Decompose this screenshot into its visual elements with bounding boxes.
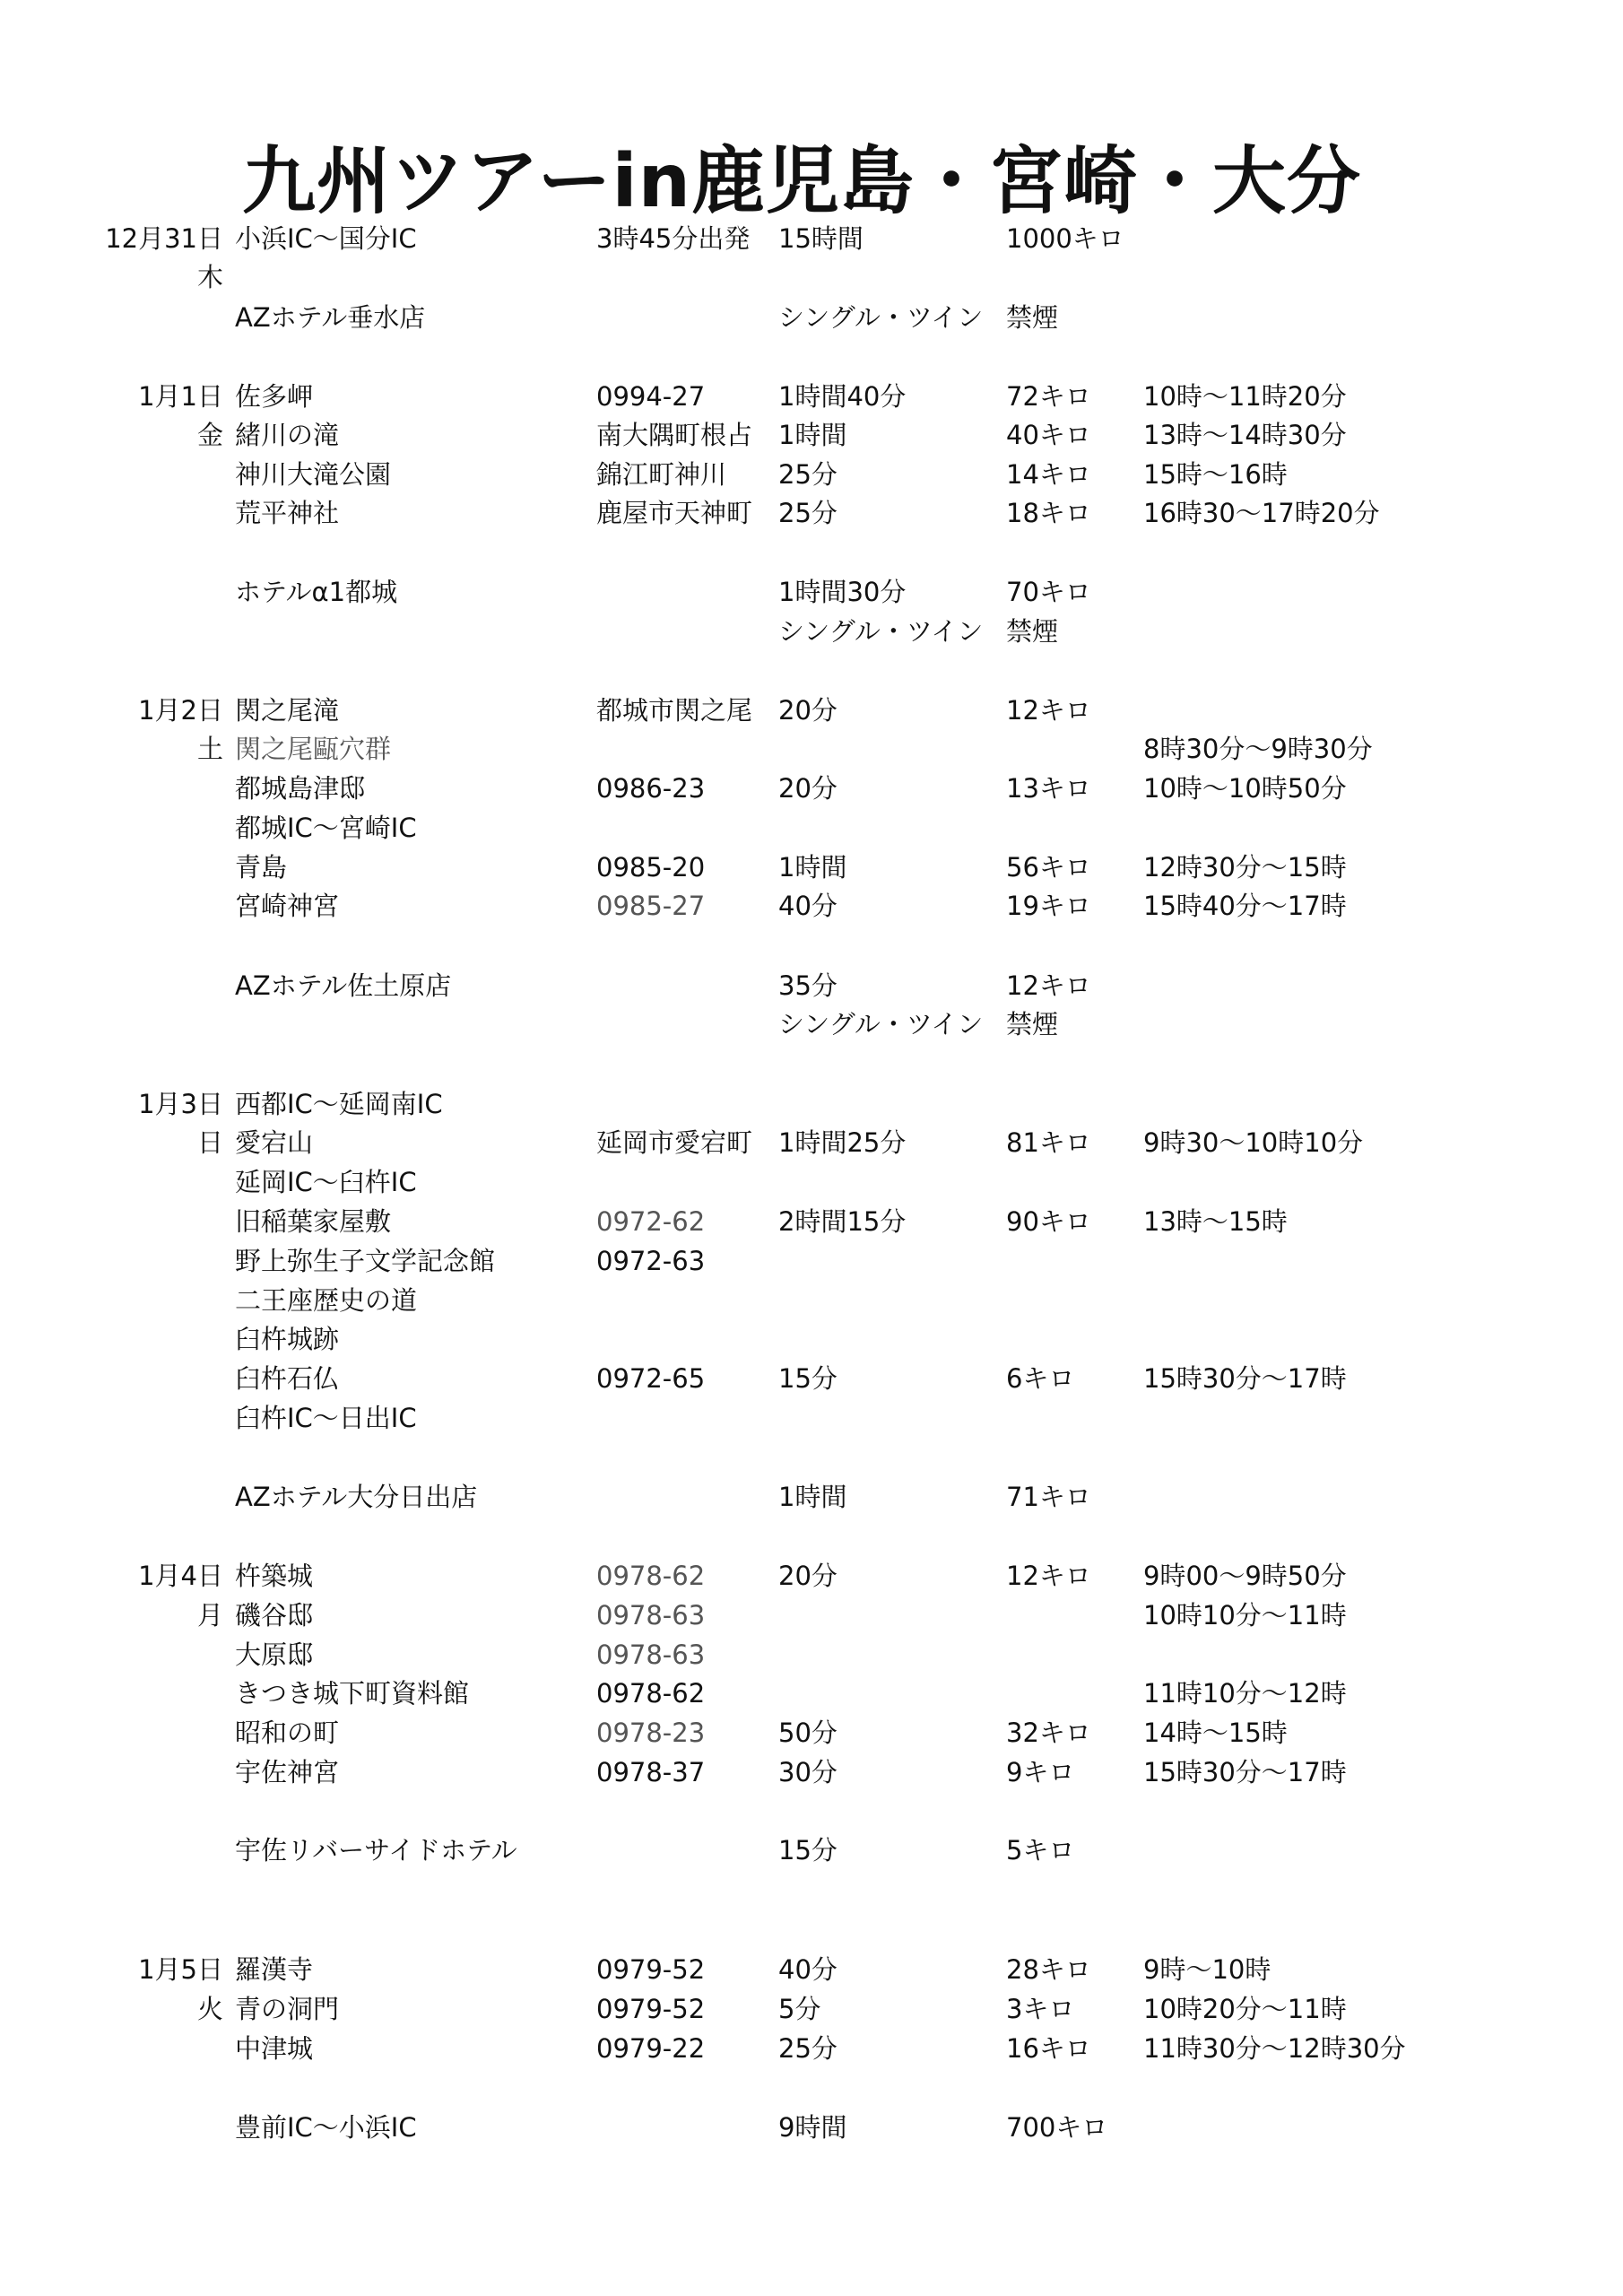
duration-cell: 1時間40分 (778, 381, 907, 412)
hours-cell: 15時30分～17時 (1143, 1757, 1347, 1787)
duration-cell: 9時間 (778, 2112, 847, 2143)
address-cell: 0978-23 (596, 1718, 706, 1748)
weekday-cell: 火 (197, 1994, 224, 2024)
distance-cell: 禁煙 (1006, 616, 1059, 647)
duration-cell: 20分 (778, 1561, 838, 1591)
date-cell: 1月1日 (138, 381, 223, 412)
place-cell: 愛宕山 (235, 1127, 314, 1158)
place-cell: 臼杵城跡 (235, 1324, 340, 1354)
duration-cell: 20分 (778, 695, 838, 726)
hours-cell: 11時30分～12時30分 (1143, 2033, 1406, 2064)
distance-cell: 6キロ (1006, 1363, 1075, 1394)
duration-cell: 1時間25分 (778, 1127, 907, 1158)
table-row (0, 1084, 1623, 1124)
place-cell: 小浜IC～国分IC (235, 223, 417, 254)
hours-cell: 9時30～10時10分 (1143, 1127, 1364, 1158)
address-cell: 3時45分出発 (596, 223, 751, 254)
place-cell: 青の洞門 (235, 1994, 340, 2024)
hours-cell: 13時～14時30分 (1143, 420, 1347, 450)
address-cell: 南大隅町根占 (596, 420, 753, 450)
duration-cell: 1時間 (778, 1482, 847, 1512)
weekday-cell: 土 (197, 734, 224, 764)
table-row (0, 1950, 1623, 1989)
duration-cell: 40分 (778, 891, 838, 921)
table-row (0, 377, 1623, 416)
place-cell: 延岡IC～臼杵IC (235, 1167, 417, 1197)
table-row (0, 1556, 1623, 1596)
weekday-cell: 金 (197, 420, 224, 450)
table-row (0, 1713, 1623, 1752)
duration-cell: シングル・ツイン (778, 616, 984, 647)
distance-cell: 81キロ (1006, 1127, 1091, 1158)
table-row (0, 1477, 1623, 1517)
date-cell: 1月2日 (138, 695, 223, 726)
table-row (0, 1281, 1623, 1320)
duration-cell: シングル・ツイン (778, 1009, 984, 1039)
table-row (0, 1596, 1623, 1635)
place-cell: 佐多岬 (235, 381, 314, 412)
place-cell: 磯谷邸 (235, 1600, 314, 1631)
place-cell: 宇佐リバーサイドホテル (235, 1835, 517, 1866)
table-row (0, 966, 1623, 1005)
table-row (0, 729, 1623, 769)
distance-cell: 18キロ (1006, 498, 1091, 528)
table-row (0, 1674, 1623, 1713)
distance-cell: 90キロ (1006, 1206, 1091, 1237)
hours-cell: 12時30分～15時 (1143, 852, 1347, 883)
table-row (0, 1241, 1623, 1281)
hours-cell: 15時～16時 (1143, 459, 1288, 490)
hours-cell: 10時10分～11時 (1143, 1600, 1347, 1631)
table-row (0, 1359, 1623, 1398)
distance-cell: 3キロ (1006, 1994, 1075, 2024)
distance-cell: 70キロ (1006, 577, 1091, 607)
place-cell: 豊前IC～小浜IC (235, 2112, 417, 2143)
date-cell: 1月5日 (138, 1954, 223, 1985)
place-cell: 昭和の町 (235, 1718, 340, 1748)
address-cell: 0978-62 (596, 1678, 706, 1709)
place-cell: 西都IC～延岡南IC (235, 1089, 443, 1119)
hours-cell: 10時～11時20分 (1143, 381, 1347, 412)
table-row (0, 808, 1623, 848)
place-cell: 大原邸 (235, 1639, 314, 1670)
duration-cell: シングル・ツイン (778, 302, 984, 333)
hours-cell: 9時～10時 (1143, 1954, 1271, 1985)
table-row (0, 1831, 1623, 1870)
address-cell: 0978-37 (596, 1757, 706, 1787)
address-cell: 0978-62 (596, 1561, 706, 1591)
place-cell: 都城島津邸 (235, 773, 366, 804)
place-cell: 宮崎神宮 (235, 891, 340, 921)
hours-cell: 11時10分～12時 (1143, 1678, 1347, 1709)
place-cell: AZホテル垂水店 (235, 302, 426, 333)
place-cell: 臼杵石仏 (235, 1363, 340, 1394)
address-cell: 0972-62 (596, 1206, 706, 1237)
duration-cell: 50分 (778, 1718, 838, 1748)
table-row (0, 691, 1623, 730)
distance-cell: 14キロ (1006, 459, 1091, 490)
address-cell: 錦江町神川 (596, 459, 727, 490)
distance-cell: 40キロ (1006, 420, 1091, 450)
table-row (0, 2108, 1623, 2147)
place-cell: 関之尾滝 (235, 695, 340, 726)
place-cell: 青島 (235, 852, 288, 883)
place-cell: きつき城下町資料館 (235, 1678, 470, 1709)
address-cell: 0979-52 (596, 1954, 706, 1985)
date-cell: 1月3日 (138, 1089, 223, 1119)
address-cell: 0994-27 (596, 381, 706, 412)
hours-cell: 9時00～9時50分 (1143, 1561, 1347, 1591)
address-cell: 0978-63 (596, 1600, 706, 1631)
table-row (0, 1989, 1623, 2029)
address-cell: 0985-27 (596, 891, 706, 921)
distance-cell: 28キロ (1006, 1954, 1091, 1985)
table-row (0, 1752, 1623, 1792)
distance-cell: 禁煙 (1006, 1009, 1059, 1039)
place-cell: 都城IC～宮崎IC (235, 813, 417, 843)
table-row (0, 1004, 1623, 1044)
place-cell: 旧稲葉家屋敷 (235, 1206, 392, 1237)
duration-cell: 15分 (778, 1363, 838, 1394)
address-cell: 都城市関之尾 (596, 695, 753, 726)
hours-cell: 8時30分～9時30分 (1143, 734, 1373, 764)
table-row (0, 2029, 1623, 2068)
table-row (0, 257, 1623, 297)
hours-cell: 16時30～17時20分 (1143, 498, 1380, 528)
date-cell: 1月4日 (138, 1561, 223, 1591)
duration-cell: 25分 (778, 459, 838, 490)
place-cell: 神川大滝公園 (235, 459, 392, 490)
weekday-cell: 木 (197, 262, 224, 292)
address-cell: 0986-23 (596, 773, 706, 804)
duration-cell: 5分 (778, 1994, 821, 2024)
address-cell: 0972-65 (596, 1363, 706, 1394)
duration-cell: 25分 (778, 2033, 838, 2064)
duration-cell: 15時間 (778, 223, 864, 254)
duration-cell: 15分 (778, 1835, 838, 1866)
table-row (0, 1398, 1623, 1438)
address-cell: 0972-63 (596, 1246, 706, 1276)
duration-cell: 20分 (778, 773, 838, 804)
table-row (0, 1202, 1623, 1241)
table-row (0, 493, 1623, 533)
place-cell: 羅漢寺 (235, 1954, 314, 1985)
place-cell: 宇佐神宮 (235, 1757, 340, 1787)
place-cell: 二王座歴史の道 (235, 1285, 418, 1316)
place-cell: 荒平神社 (235, 498, 340, 528)
address-cell: 0985-20 (596, 852, 706, 883)
place-cell: ホテルα1都城 (235, 577, 398, 607)
distance-cell: 9キロ (1006, 1757, 1075, 1787)
duration-cell: 25分 (778, 498, 838, 528)
table-row (0, 298, 1623, 337)
duration-cell: 2時間15分 (778, 1206, 907, 1237)
distance-cell: 1000キロ (1006, 223, 1124, 254)
table-row (0, 219, 1623, 258)
place-cell: 関之尾甌穴群 (235, 734, 392, 764)
duration-cell: 1時間30分 (778, 577, 907, 607)
place-cell: 緒川の滝 (235, 420, 340, 450)
table-row (0, 1162, 1623, 1202)
hours-cell: 14時～15時 (1143, 1718, 1288, 1748)
distance-cell: 56キロ (1006, 852, 1091, 883)
page-title: 九州ツアーin鹿児島・宮崎・大分 (242, 139, 1362, 224)
table-row (0, 769, 1623, 808)
date-cell: 12月31日 (105, 223, 223, 254)
distance-cell: 700キロ (1006, 2112, 1108, 2143)
table-row (0, 1635, 1623, 1674)
place-cell: 杵築城 (235, 1561, 314, 1591)
table-row (0, 415, 1623, 455)
address-cell: 0979-22 (596, 2033, 706, 2064)
table-row (0, 848, 1623, 887)
distance-cell: 16キロ (1006, 2033, 1091, 2064)
address-cell: 延岡市愛宕町 (596, 1127, 753, 1158)
table-row (0, 1319, 1623, 1359)
place-cell: 野上弥生子文学記念館 (235, 1246, 496, 1276)
distance-cell: 13キロ (1006, 773, 1091, 804)
duration-cell: 35分 (778, 970, 838, 1001)
duration-cell: 1時間 (778, 852, 847, 883)
duration-cell: 40分 (778, 1954, 838, 1985)
distance-cell: 5キロ (1006, 1835, 1075, 1866)
address-cell: 0979-52 (596, 1994, 706, 2024)
distance-cell: 71キロ (1006, 1482, 1091, 1512)
distance-cell: 19キロ (1006, 891, 1091, 921)
table-row (0, 612, 1623, 651)
distance-cell: 禁煙 (1006, 302, 1059, 333)
address-cell: 0978-63 (596, 1639, 706, 1670)
table-row (0, 1123, 1623, 1162)
hours-cell: 15時40分～17時 (1143, 891, 1347, 921)
table-row (0, 572, 1623, 612)
place-cell: 中津城 (235, 2033, 314, 2064)
distance-cell: 12キロ (1006, 695, 1091, 726)
distance-cell: 72キロ (1006, 381, 1091, 412)
hours-cell: 10時～10時50分 (1143, 773, 1347, 804)
distance-cell: 32キロ (1006, 1718, 1091, 1748)
weekday-cell: 日 (197, 1127, 224, 1158)
place-cell: 臼杵IC～日出IC (235, 1403, 417, 1433)
distance-cell: 12キロ (1006, 1561, 1091, 1591)
table-row (0, 455, 1623, 494)
hours-cell: 10時20分～11時 (1143, 1994, 1347, 2024)
place-cell: AZホテル佐土原店 (235, 970, 452, 1001)
hours-cell: 15時30分～17時 (1143, 1363, 1347, 1394)
distance-cell: 12キロ (1006, 970, 1091, 1001)
address-cell: 鹿屋市天神町 (596, 498, 753, 528)
weekday-cell: 月 (197, 1600, 224, 1631)
hours-cell: 13時～15時 (1143, 1206, 1288, 1237)
duration-cell: 30分 (778, 1757, 838, 1787)
place-cell: AZホテル大分日出店 (235, 1482, 478, 1512)
table-row (0, 886, 1623, 926)
duration-cell: 1時間 (778, 420, 847, 450)
